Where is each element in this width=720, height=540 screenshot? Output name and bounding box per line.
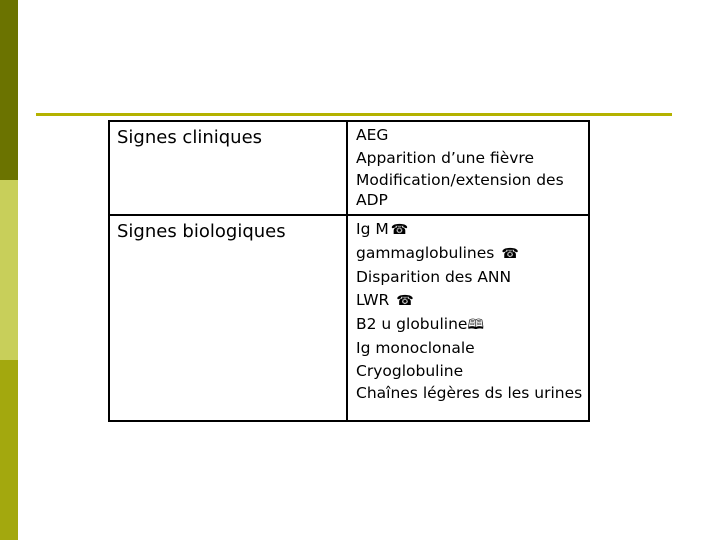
list-item: Disparition des ANN [356, 268, 512, 286]
row-items [348, 122, 588, 214]
row-label: Signes cliniques [110, 122, 348, 214]
signs-table [108, 120, 590, 422]
list-item: Ig monoclonale [356, 339, 475, 357]
phone-icon: ☎ [390, 222, 409, 238]
book-icon: 🕮 [467, 317, 484, 333]
row-items [348, 216, 588, 420]
list-item: Cryoglobuline [356, 362, 464, 380]
list-item: Apparition d’une fièvre [356, 149, 534, 167]
item-text: B2 u globuline [356, 315, 468, 333]
item-text: Ig M [356, 220, 389, 238]
list-item: AEG [356, 126, 389, 144]
item-text: gammaglobulines [356, 244, 500, 262]
list-item [356, 242, 584, 266]
phone-icon: ☎ [396, 293, 414, 309]
sidebar-decoration-top [0, 0, 18, 180]
list-item: Modification/extension des ADP [356, 171, 564, 209]
list-item: Chaînes légères ds les urines [356, 384, 583, 402]
item-text: LWR [356, 291, 395, 309]
phone-icon: ☎ [501, 246, 519, 262]
list-item [356, 218, 584, 242]
title-divider [36, 113, 672, 116]
list-item [356, 289, 584, 313]
table-row-biological [110, 214, 588, 420]
table-row-clinical [110, 122, 588, 214]
sidebar-decoration-bottom [0, 360, 18, 540]
sidebar-decoration-middle [0, 180, 18, 360]
row-label: Signes biologiques [110, 216, 348, 420]
list-item [356, 313, 584, 337]
